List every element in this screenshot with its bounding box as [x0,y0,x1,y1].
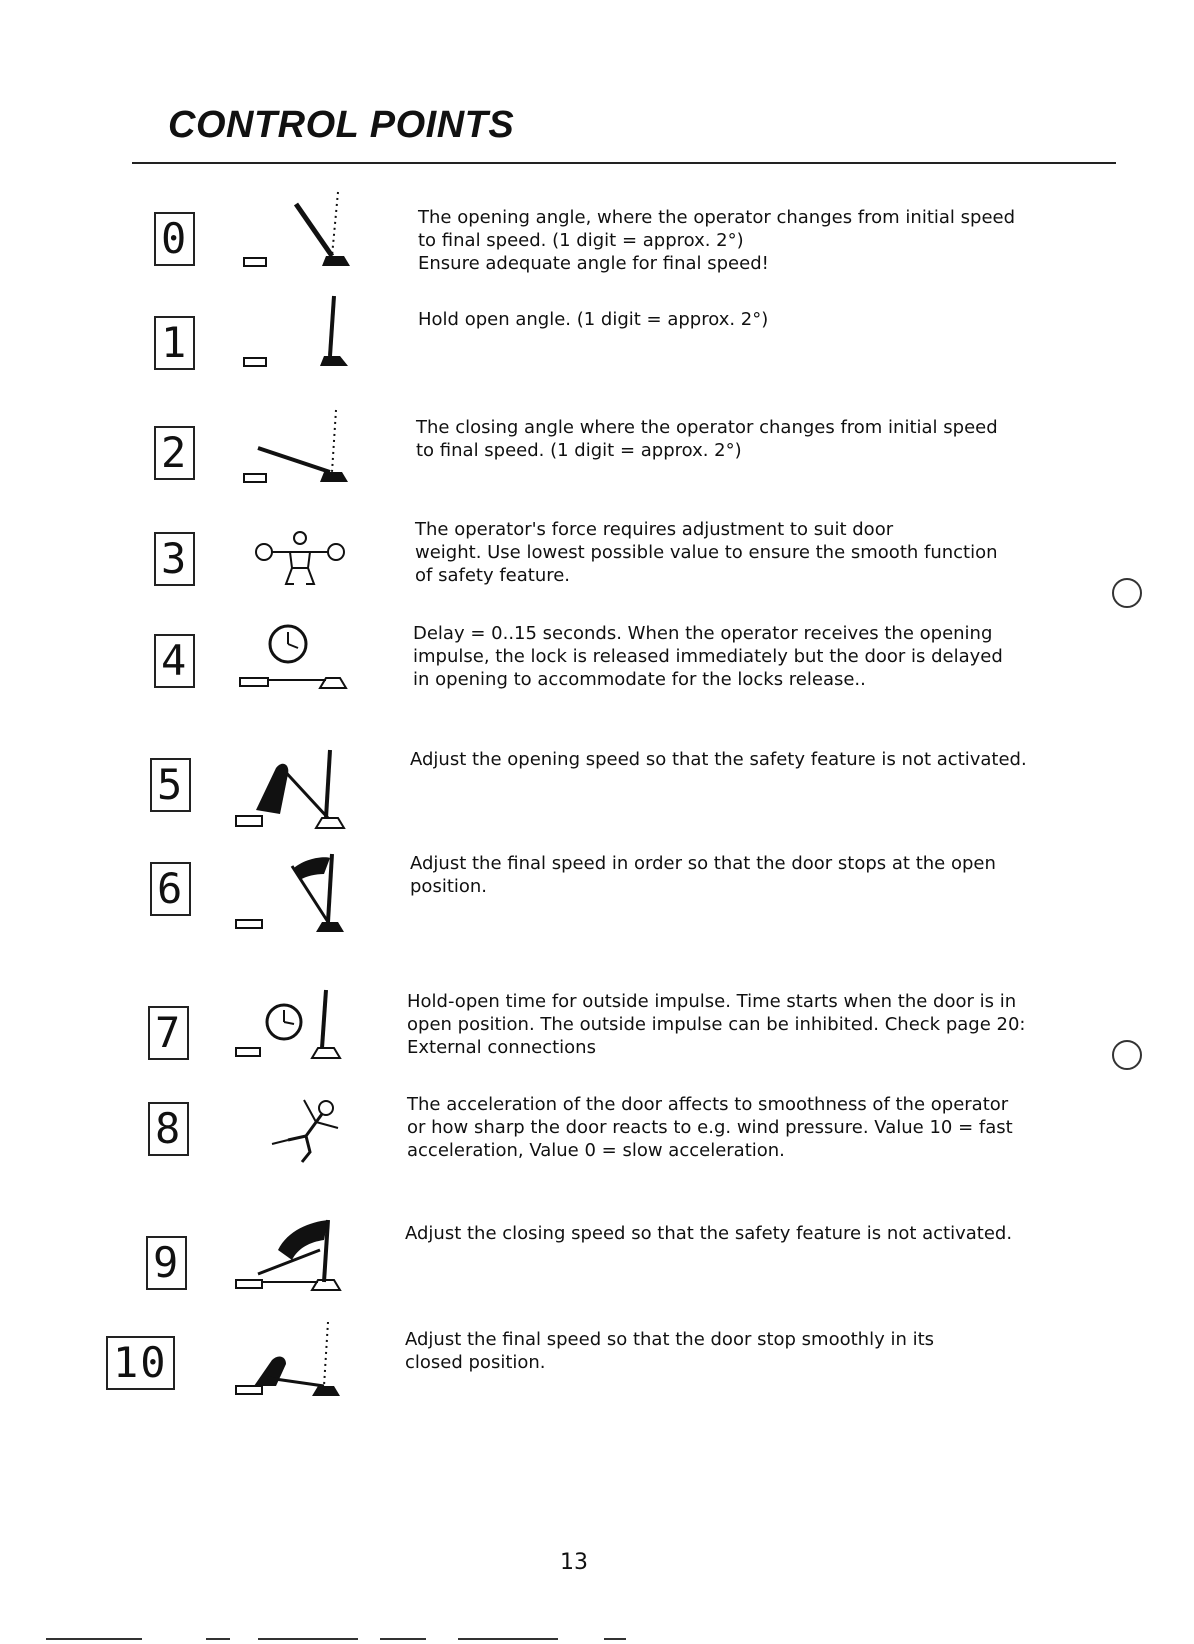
control-point-description: Adjust the final speed in order so that the door stops at the open position. [410,853,996,897]
opening-angle-icon [236,190,366,280]
footer-divider [380,1638,426,1640]
hold-open-time-icon [232,984,362,1068]
control-point-description: Adjust the opening speed so that the safety feature is not activated. [410,749,1027,770]
digit-display: 8 [148,1102,189,1156]
control-point-description: The opening angle, where the operator changes from initial speed to final speed. (1 digit = approx. 2°) Ensure adequate angle for final speed! [418,207,1016,274]
digit-display: 1 [154,316,195,370]
punch-hole [1112,578,1142,608]
control-point-description: Delay = 0..15 seconds. When the operator receives the opening impulse, the lock is released immediately but the door is delayed in opening to accommodate for the locks release.. [413,623,1003,690]
page-title: CONTROL POINTS [168,104,515,146]
control-point-description: Hold-open time for outside impulse. Time starts when the door is in open position. The outside impulse can be inhibited. Check page 20: External connections [407,991,1026,1058]
control-point-description: Adjust the closing speed so that the safety feature is not activated. [405,1223,1013,1244]
digit-display: 9 [146,1236,187,1290]
closing-angle-icon [236,406,366,496]
control-point-description: Hold open angle. (1 digit = approx. 2°) [418,309,769,330]
digit-display: 5 [150,758,191,812]
opening-final-speed-icon [232,848,362,938]
footer-divider [258,1638,358,1640]
title-underline [132,162,1116,164]
weightlifter-force-icon [250,528,350,598]
acceleration-runner-icon [268,1092,358,1168]
digit-display: 4 [154,634,195,688]
control-point-description: The closing angle where the operator changes from initial speed to final speed. (1 digit = approx. 2°) [416,417,998,461]
punch-hole [1112,1040,1142,1070]
control-point-description: Adjust the final speed so that the door stop smoothly in its closed position. [405,1329,935,1373]
footer-divider [46,1638,142,1640]
digit-display: 0 [154,212,195,266]
control-point-description: The acceleration of the door affects to smoothness of the operator or how sharp the door reacts to e.g. wind pressure. Value 10 = fast acceleration, Value 0 = slow acceleration. [407,1094,1013,1161]
closing-final-speed-icon [232,1316,362,1406]
footer-divider [604,1638,626,1640]
opening-speed-icon [232,744,362,838]
page-number: 13 [560,1550,588,1575]
digit-display: 6 [150,862,191,916]
closing-speed-icon [232,1212,362,1302]
hold-open-angle-icon [236,292,366,382]
footer-divider [206,1638,230,1640]
clock-delay-icon [236,618,366,698]
footer-divider [458,1638,558,1640]
control-point-description: The operator's force requires adjustment to suit door weight. Use lowest possible value to ensure the smooth function of safety feature. [415,519,998,586]
digit-display: 10 [106,1336,175,1390]
digit-display: 3 [154,532,195,586]
digit-display: 2 [154,426,195,480]
digit-display: 7 [148,1006,189,1060]
